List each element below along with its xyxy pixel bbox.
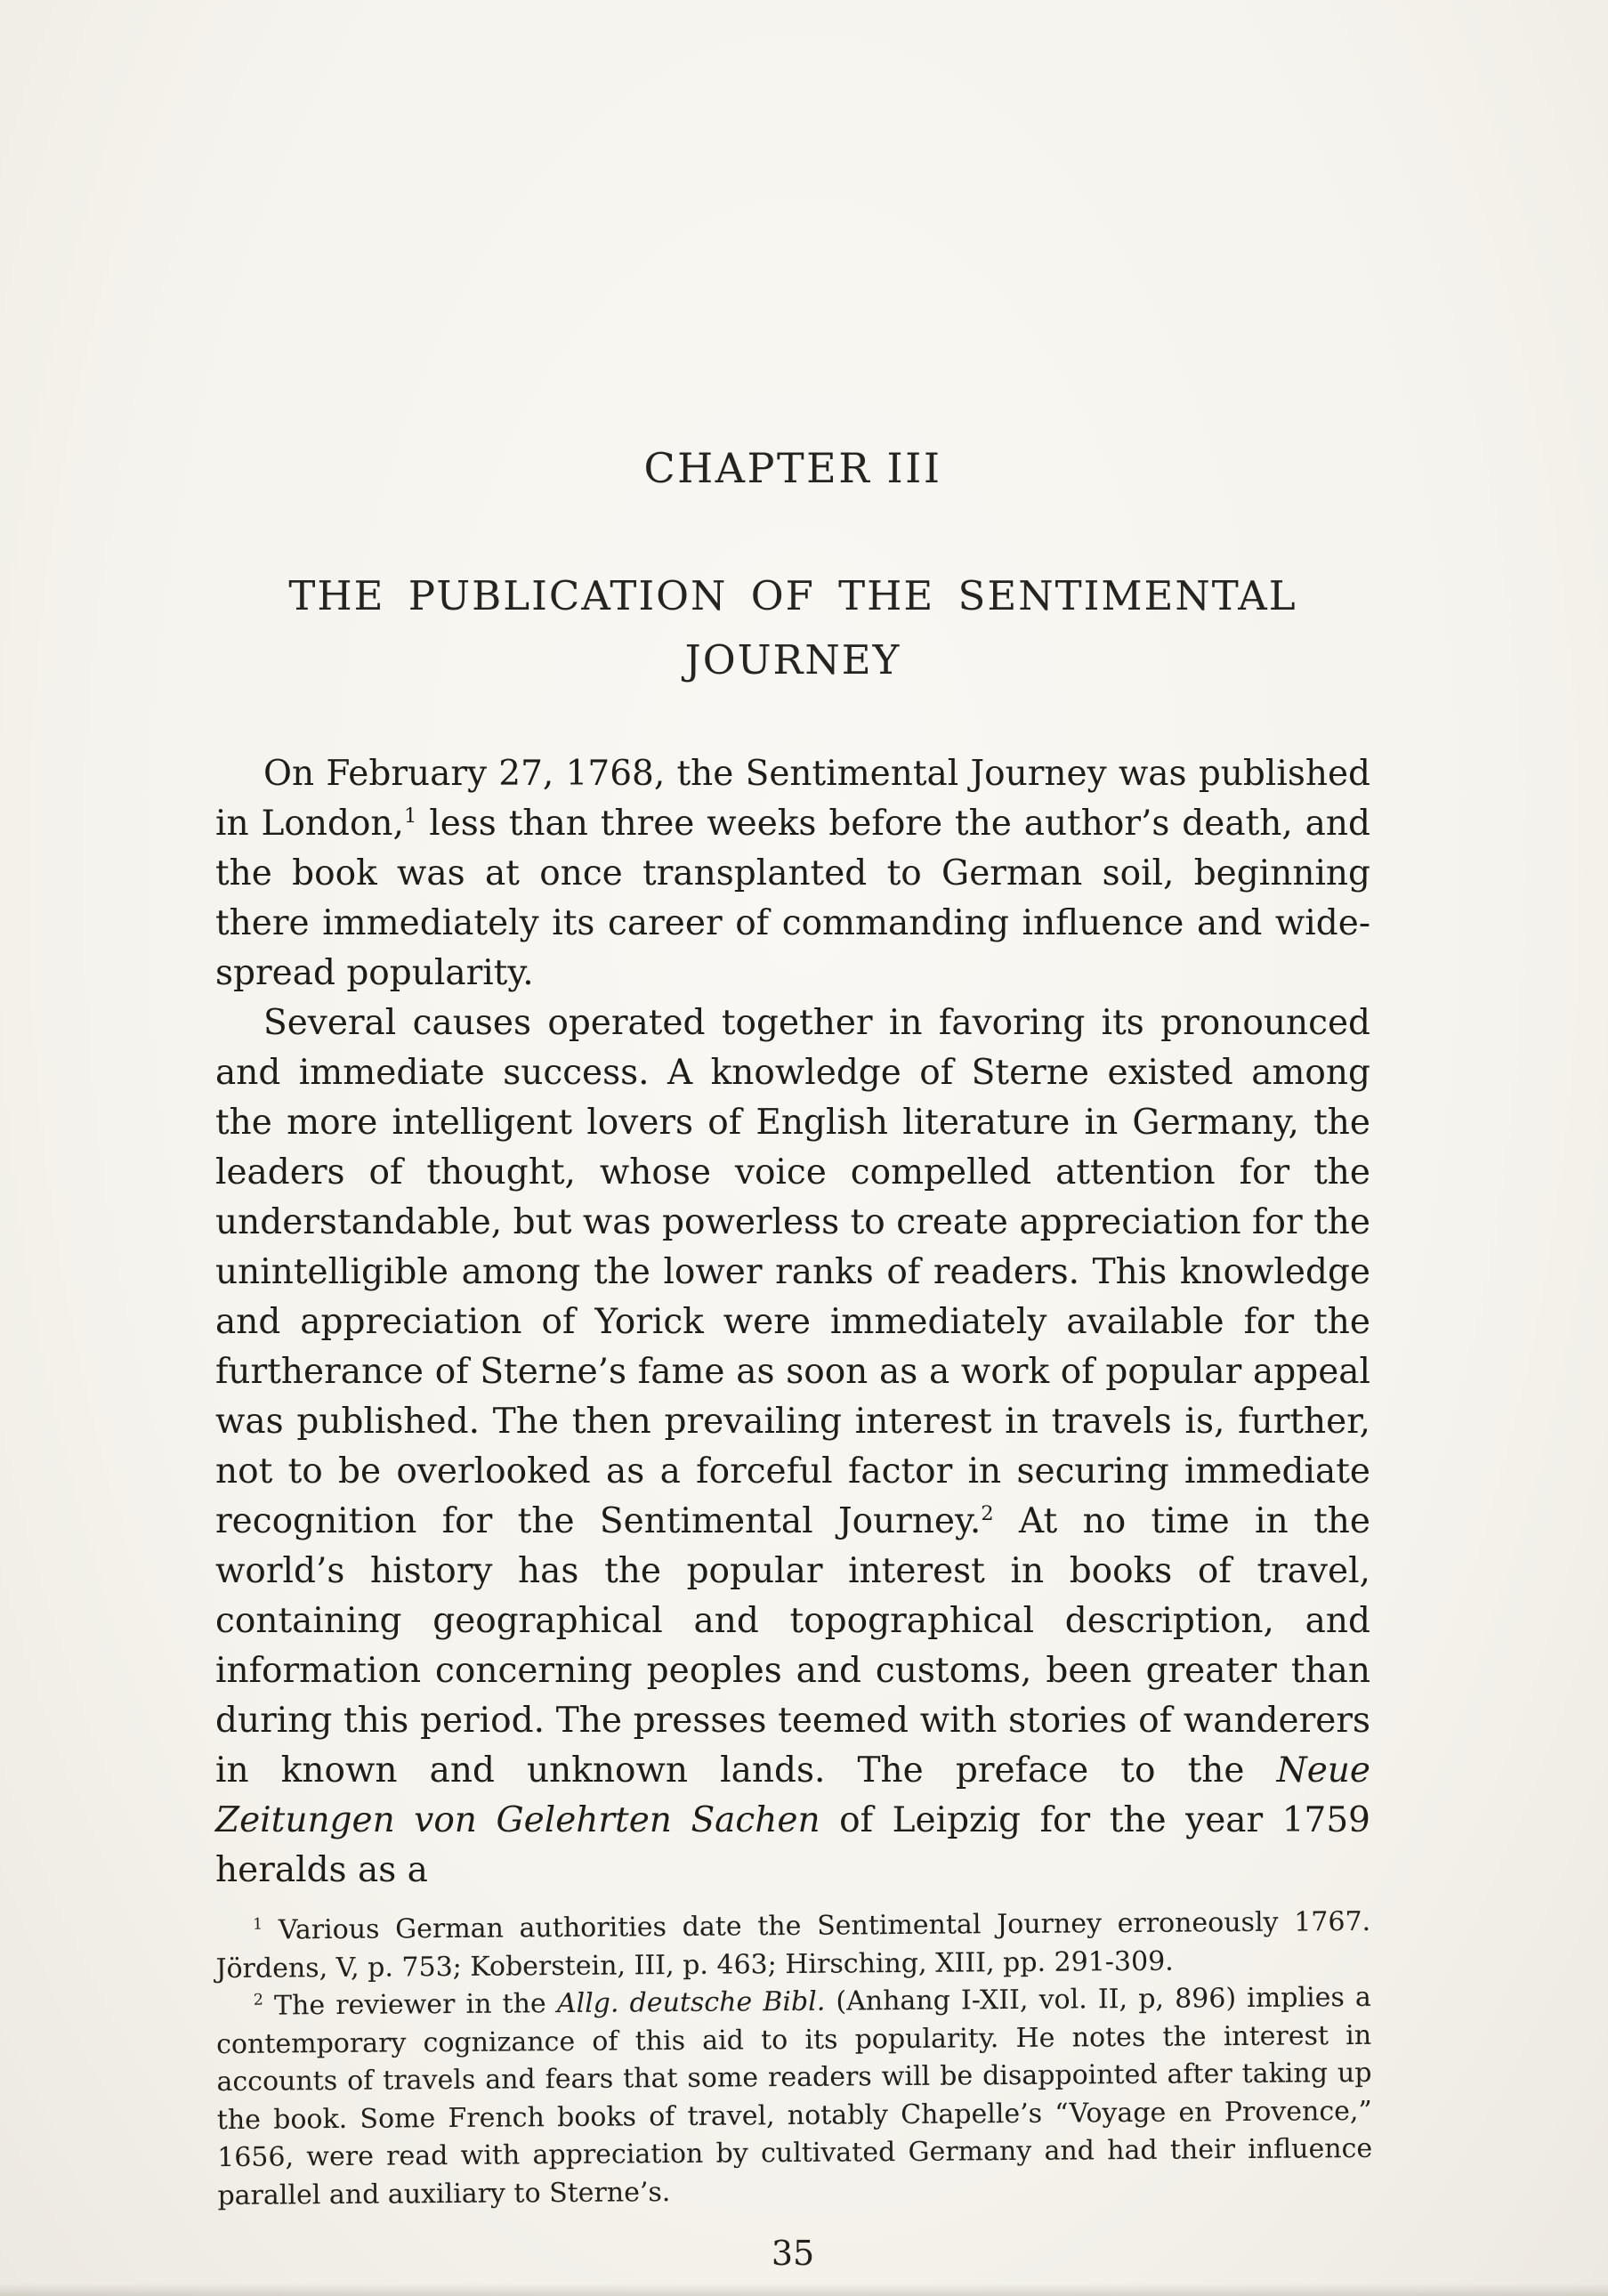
footnote-marker: 1 <box>403 804 417 828</box>
body-text <box>215 749 1370 1896</box>
text-segment: At no time in the world’s history has the popular interest in books of travel, containing geographical and topographical description, and information concerning peoples and customs, been greater than during this period. The presses teemed with stories of wanderers in known and unknown lands. The preface to the <box>215 1501 1370 1791</box>
text-segment: Various German authorities date the Sentimental Journey erroneously 1767. Jördens, V, p. 753; Koberstein, III, p. 463; Hirsching, XIII, pp. 291-309. <box>215 1905 1371 1985</box>
text-segment: of Leipzig for the year 1759 heralds as a <box>215 1800 1370 1890</box>
footnote-marker: 2 <box>253 1991 263 2009</box>
footnote-marker: 2 <box>981 1502 994 1525</box>
footnote <box>216 1979 1373 2215</box>
text-column <box>215 0 1373 2273</box>
text-segment: Several causes operated together in favoring its pronounced and immediate success. A knowledge of Sterne existed among the more intelligent lovers of English literature in Germany, the leaders of thought, whose voice compelled attention for the understandable, but was powerless to create appreciation for the unintelligible among the lower ranks of readers. This knowledge and appreciation of Yorick were immediately available for the furtherance of Sterne’s fame as soon as a work of popular appeal was published. The then prevailing interest in travels is, further, not to be overlooked as a forceful factor in securing immediate recognition for the Sentimental Journey. <box>215 1003 1370 1541</box>
text-segment: The reviewer in the <box>263 1988 558 2022</box>
paragraph <box>215 998 1370 1896</box>
chapter-title <box>215 564 1370 692</box>
paragraph <box>215 749 1370 998</box>
chapter-title-line-1: THE PUBLICATION OF THE SENTIMENTAL <box>288 572 1297 619</box>
chapter-heading: CHAPTER III <box>643 444 942 492</box>
chapter-title-line-2: JOURNEY <box>684 636 901 683</box>
footnotes <box>215 1904 1373 2215</box>
page-number: 35 <box>771 2234 815 2273</box>
footnote <box>215 1904 1371 1988</box>
text-segment: less than three weeks before the author’s death, and the book was at once transplanted to German soil, beginning there immediately its career of commanding influence and wide-spread popularity. <box>215 804 1370 993</box>
italic-text-segment: Allg. deutsche Bibl. <box>556 1985 826 2020</box>
footnote-marker: 1 <box>253 1915 263 1934</box>
text-segment: (Anhang I-XII, vol. II, p, 896) implies a contemporary cognizance of this aid to its popularity. He notes the interest in accounts of travels and fears that some readers will be disappointed after taking up the book. Some French books of travel, notably Chapelle’s “Voyage en Provence,” 1656, were read with appreciation by cultivated Germany and had their influence parallel and auxiliary to Sterne’s. <box>216 1981 1373 2211</box>
text-segment: On February 27, 1768, the Sentimental Journey was published in London, <box>215 754 1370 844</box>
italic-text-segment: Neue Zeitungen von Gelehrten Sachen <box>215 1750 1370 1840</box>
